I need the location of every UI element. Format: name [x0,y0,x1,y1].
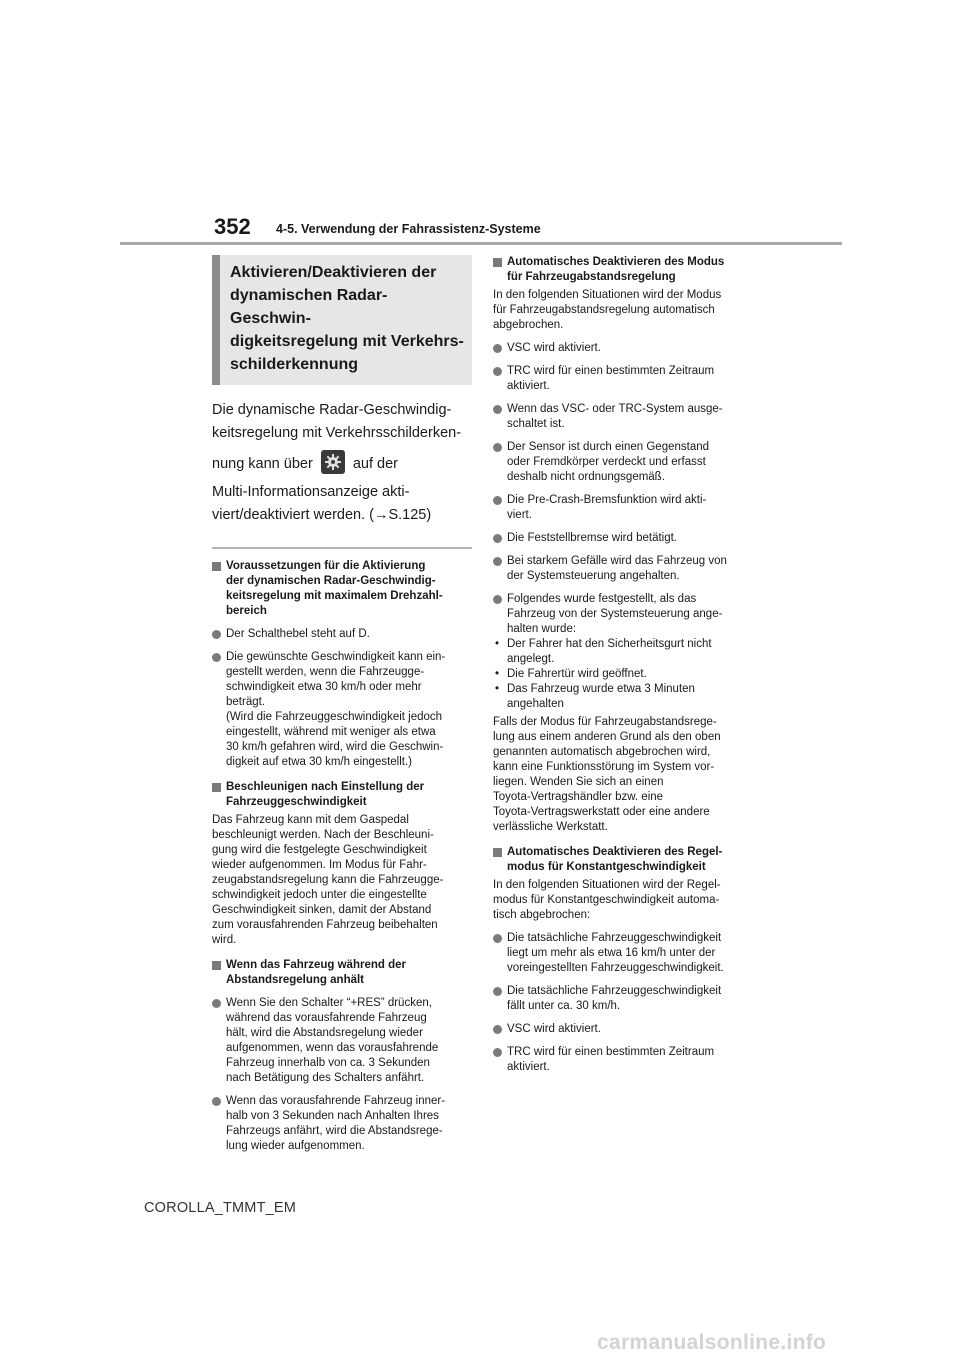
paragraph-line: In den folgenden Situationen wird der Modus [493,289,722,301]
intro-paragraph [212,399,472,527]
paragraph-line: genannten automatisch abgebrochen wird, [493,746,711,758]
circle-bullet-icon [212,630,221,639]
paragraph-line: für Fahrzeugabstandsregelung automatisch [493,304,715,316]
paragraph [493,715,755,835]
bullet-item [493,592,755,712]
bullet-line: Folgendes wurde festgestellt, als das [507,593,697,605]
section-title-line: schilderkennung [230,356,359,373]
intro-line: Die dynamische Radar-Geschwindig- [212,402,452,418]
bullet-line: Die gewünschte Geschwindigkeit kann ein- [226,651,446,663]
sub-heading-line: keitsregelung mit maximalem Drehzahl- [226,590,443,602]
circle-bullet-icon [493,344,502,353]
sub-heading-line: Automatisches Deaktivieren des Modus [507,256,725,268]
bullet-line: 30 km/h gefahren wird, wird die Geschwin- [226,741,444,753]
square-marker-icon [493,848,502,857]
paragraph-line: abgebrochen. [493,319,564,331]
paragraph-line: kann eine Funktionsstörung im System vor- [493,761,715,773]
bullet-line: Bei starkem Gefälle wird das Fahrzeug von [507,555,727,567]
list-sub-item-line: angelegt. [507,653,555,665]
paragraph-line: In den folgenden Situationen wird der Regel- [493,879,721,891]
paragraph-line: wird. [212,934,237,946]
sub-heading [212,559,472,619]
bullet-line: Wenn Sie den Schalter “+RES” drücken, [226,997,432,1009]
bullet-item [493,531,755,546]
chapter-title: 4-5. Verwendung der Fahrassistenz-Systeme [276,222,541,236]
intro-line: Multi-Informationsanzeige akti- [212,484,410,500]
sub-heading [493,255,755,285]
right-column [493,255,755,1075]
dot-bullet-icon: • [495,668,500,680]
sub-heading-line: der dynamischen Radar-Geschwindig- [226,575,436,587]
bullet-line: nach Betätigung des Schalters anfährt. [226,1072,425,1084]
bullet-line: Die tatsächliche Fahrzeuggeschwindigkeit [507,932,722,944]
bullet-item [493,984,755,1014]
footer-model-code: COROLLA_TMMT_EM [144,1200,297,1216]
bullet-line: TRC wird für einen bestimmten Zeitraum [507,365,715,377]
page-number: 352 [214,214,251,239]
paragraph-line: verlässliche Werkstatt. [493,821,608,833]
paragraph [212,813,472,948]
circle-bullet-icon [212,999,221,1008]
circle-bullet-icon [212,653,221,662]
bullet-item [493,1022,755,1037]
bullet-line: Fahrzeug von der Systemsteuerung ange- [507,608,723,620]
bullet-line: aktiviert. [507,380,550,392]
paragraph [493,288,755,333]
bullet-item [493,931,755,976]
bullet-item [493,440,755,485]
intro-line: keitsregelung mit Verkehrsschilderken- [212,425,462,441]
bullet-item [493,554,755,584]
sub-heading-line: Fahrzeuggeschwindigkeit [226,796,367,808]
circle-bullet-icon [493,443,502,452]
section-title-line: Aktivieren/Deaktivieren der [230,264,437,281]
bullet-line: Wenn das VSC- oder TRC-System ausge- [507,403,723,415]
bullet-line: halten wurde: [507,623,577,635]
dot-bullet-icon: • [495,683,500,695]
bullet-line: Die Pre-Crash-Bremsfunktion wird akti- [507,494,707,506]
list-sub-item [493,682,755,712]
bullet-line: fällt unter ca. 30 km/h. [507,1000,621,1012]
bullet-line: (Wird die Fahrzeuggeschwindigkeit jedoch [226,711,443,723]
sub-heading-line: Wenn das Fahrzeug während der [226,959,406,971]
bullet-line: viert. [507,509,532,521]
circle-bullet-icon [493,595,502,604]
paragraph-line: beschleunigt werden. Nach der Beschleuni- [212,829,434,841]
bullet-item [493,1045,755,1075]
bullet-line: aufgenommen, wenn das vorausfahrende [226,1042,439,1054]
bullet-line: aktiviert. [507,1061,550,1073]
sub-heading [212,780,472,810]
dot-bullet-icon: • [495,638,500,650]
bullet-item [493,364,755,394]
bullet-item [212,650,472,770]
paragraph [493,878,755,923]
paragraph-line: lung aus einem anderen Grund als den oben [493,731,721,743]
circle-bullet-icon [493,534,502,543]
watermark: carmanualsonline.info [597,1331,827,1354]
bullet-line: Fahrzeug innerhalb von ca. 3 Sekunden [226,1057,430,1069]
list-sub-item-line: Die Fahrertür wird geöffnet. [507,668,647,680]
circle-bullet-icon [493,987,502,996]
square-marker-icon [493,258,502,267]
list-sub-item-line: Der Fahrer hat den Sicherheitsgurt nicht [507,638,712,650]
bullet-item [212,996,472,1086]
bullet-item [493,402,755,432]
sub-heading-line: bereich [226,605,267,617]
list-sub-item-line: Das Fahrzeug wurde etwa 3 Minuten [507,683,695,695]
list-sub-item [493,637,755,667]
paragraph-line: tisch abgebrochen: [493,909,591,921]
bullet-line: schwindigkeit etwa 30 km/h oder mehr [226,681,422,693]
intro-text: nung kann über [212,456,313,472]
sub-heading-line: Beschleunigen nach Einstellung der [226,781,425,793]
sub-heading-line: Abstandsregelung anhält [226,974,365,986]
left-column [212,255,472,1154]
sub-heading-line: modus für Konstantgeschwindigkeit [507,861,706,873]
intro-line: viert/deaktiviert werden. (→S.125) [212,507,432,523]
section-title-line: digkeitsregelung mit Verkehrs- [230,333,464,350]
square-marker-icon [212,961,221,970]
header-rule [120,242,842,245]
gear-icon [321,450,345,474]
list-sub-item-line: angehalten [507,698,564,710]
bullet-line: liegt um mehr als etwa 16 km/h unter der [507,947,716,959]
paragraph-line: Toyota-Vertragshändler bzw. eine [493,791,664,803]
sub-heading-line: für Fahrzeugabstandsregelung [507,271,676,283]
bullet-item [493,493,755,523]
bullet-line: beträgt. [226,696,265,708]
bullet-line: digkeit auf etwa 30 km/h eingestellt.) [226,756,413,768]
bullet-line: Die Feststellbremse wird betätigt. [507,532,678,544]
square-marker-icon [212,562,221,571]
sub-heading [212,958,472,988]
paragraph-line: Geschwindigkeit sinken, damit der Abstand [212,904,432,916]
paragraph-line: gung wird die festgelegte Geschwindigkeit [212,844,427,856]
bullet-line: Der Schalthebel steht auf D. [226,628,370,640]
circle-bullet-icon [493,1025,502,1034]
intro-line [212,450,472,476]
bullet-line: halb von 3 Sekunden nach Anhalten Ihres [226,1110,439,1122]
bullet-line: eingestellt, während mit weniger als etwa [226,726,436,738]
paragraph-line: liegen. Wenden Sie sich an einen [493,776,664,788]
paragraph-line: Das Fahrzeug kann mit dem Gaspedal [212,814,409,826]
circle-bullet-icon [493,405,502,414]
paragraph-line: wieder aufgenommen. Im Modus für Fahr- [212,859,427,871]
list-sub-item [493,667,755,682]
bullet-item [212,627,472,642]
circle-bullet-icon [493,367,502,376]
paragraph-line: Falls der Modus für Fahrzeugabstandsrege- [493,716,717,728]
circle-bullet-icon [493,1048,502,1057]
bullet-line: lung wieder aufgenommen. [226,1140,365,1152]
bullet-line: schaltet ist. [507,418,565,430]
paragraph-line: zum vorausfahrenden Fahrzeug beibehalten [212,919,438,931]
bullet-item [493,341,755,356]
bullet-line: gestellt werden, wenn die Fahrzeugge- [226,666,425,678]
bullet-line: Wenn das vorausfahrende Fahrzeug inner- [226,1095,446,1107]
bullet-line: der Systemsteuerung angehalten. [507,570,680,582]
intro-text: auf der [352,456,398,472]
bullet-line: hält, wird die Abstandsregelung wieder [226,1027,423,1039]
bullet-line: Die tatsächliche Fahrzeuggeschwindigkeit [507,985,722,997]
paragraph-line: modus für Konstantgeschwindigkeit automa- [493,894,720,906]
paragraph-line: Toyota-Vertragswerkstatt oder eine andere [493,806,710,818]
bullet-line: Der Sensor ist durch einen Gegenstand [507,441,710,453]
sub-heading [493,845,755,875]
paragraph-line: schwindigkeit jedoch unter die eingestellte [212,889,427,901]
square-marker-icon [212,783,221,792]
bullet-line: deshalb nicht ordnungsgemäß. [507,471,665,483]
divider [212,547,472,549]
circle-bullet-icon [493,557,502,566]
section-title [230,261,466,376]
circle-bullet-icon [493,496,502,505]
circle-bullet-icon [493,934,502,943]
bullet-line: VSC wird aktiviert. [507,1023,601,1035]
sub-heading-line: Voraussetzungen für die Aktivierung [226,560,426,572]
section-title-box [212,255,472,385]
bullet-line: VSC wird aktiviert. [507,342,601,354]
bullet-line: TRC wird für einen bestimmten Zeitraum [507,1046,715,1058]
sub-heading-line: Automatisches Deaktivieren des Regel- [507,846,723,858]
circle-bullet-icon [212,1097,221,1106]
section-title-line: dynamischen Radar-Geschwin- [230,287,388,327]
bullet-line: Fahrzeugs anfährt, wird die Abstandsrege- [226,1125,443,1137]
bullet-line: voreingestellten Fahrzeuggeschwindigkeit. [507,962,724,974]
paragraph-line: zeugabstandsregelung kann die Fahrzeugge- [212,874,444,886]
bullet-line: oder Fremdkörper verdeckt und erfasst [507,456,706,468]
bullet-line: während das vorausfahrende Fahrzeug [226,1012,427,1024]
bullet-item [212,1094,472,1154]
